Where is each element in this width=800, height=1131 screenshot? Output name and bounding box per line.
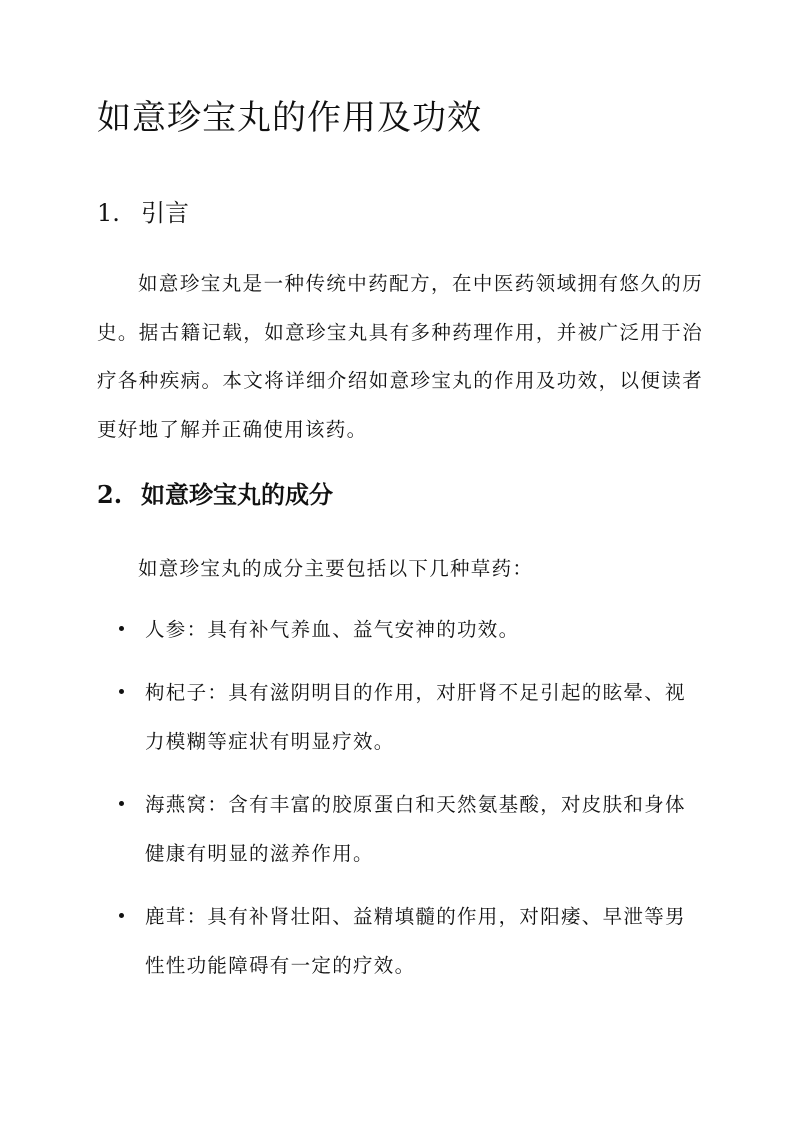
- list-item: [97, 892, 703, 990]
- section-heading-ingredients: [97, 478, 333, 512]
- list-item: [97, 780, 703, 878]
- section-number: 2.: [97, 480, 123, 509]
- bullet-icon: [119, 626, 124, 631]
- introduction-paragraph: 如意珍宝丸是一种传统中药配方，在中医药领域拥有悠久的历史。据古籍记载，如意珍宝丸具有多种药理作用，并被广泛用于治疗各种疾病。本文将详细介绍如意珍宝丸的作用及功效，以便读者更好地了解并正确使用该药。: [97, 272, 703, 441]
- section-number: 1.: [97, 199, 120, 227]
- ingredients-list: [97, 605, 703, 1004]
- section-heading-introduction: [97, 196, 189, 230]
- list-item-text: 枸杞子：具有滋阴明目的作用，对肝肾不足引起的眩晕、视力模糊等症状有明显疗效。: [145, 681, 686, 753]
- bullet-icon: [119, 689, 124, 694]
- list-item: [97, 668, 703, 766]
- list-item-text: 鹿茸：具有补肾壮阳、益精填髓的作用，对阳痿、早泄等男性性功能障碍有一定的疗效。: [145, 905, 686, 977]
- bullet-icon: [119, 913, 124, 918]
- section-heading-text: 如意珍宝丸的成分: [141, 480, 333, 509]
- document-title: 如意珍宝丸的作用及功效: [97, 98, 482, 138]
- list-item-text: 人参：具有补气养血、益气安神的功效。: [145, 618, 520, 641]
- ingredients-intro-paragraph: 如意珍宝丸的成分主要包括以下几种草药：: [138, 557, 534, 580]
- list-item: [97, 605, 703, 654]
- section-heading-text: 引言: [141, 199, 189, 227]
- list-item-text: 海燕窝：含有丰富的胶原蛋白和天然氨基酸，对皮肤和身体健康有明显的滋养作用。: [145, 793, 686, 865]
- bullet-icon: [119, 801, 124, 806]
